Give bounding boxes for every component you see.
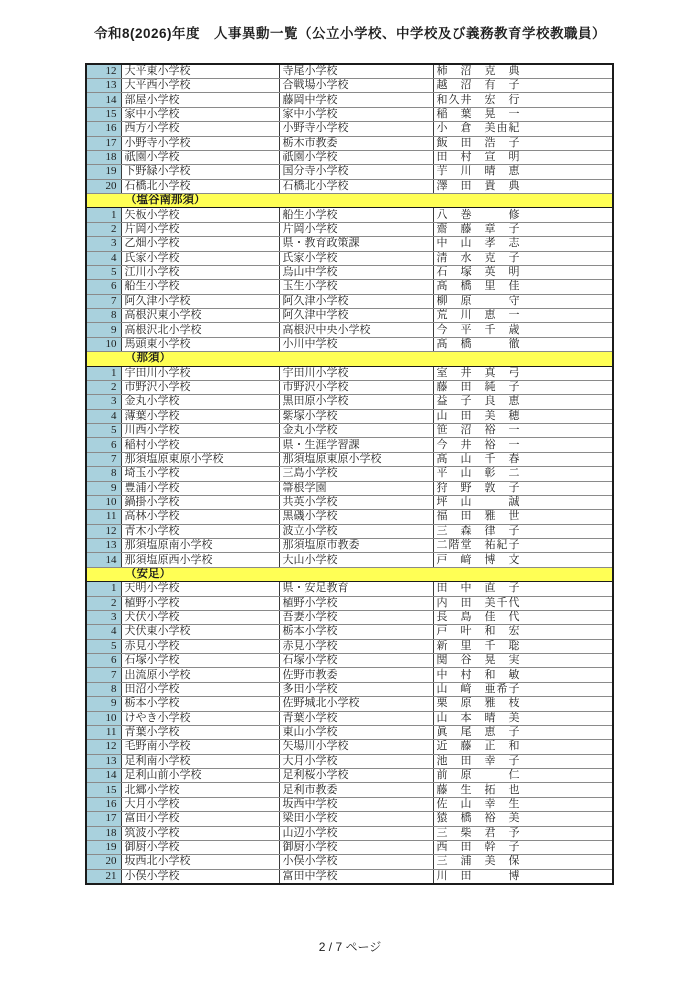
teacher-name-cell: 川 田 博 [433,869,613,884]
teacher-name-cell: 八 巻 修 [433,208,613,222]
to-school-cell: 那須塩原東原小学校 [279,452,433,466]
row-number-cell: 9 [86,697,121,711]
teacher-name-cell: 稲 葉 晃 一 [433,107,613,121]
table-row [86,553,613,567]
table-row [86,294,613,308]
from-school-cell: 那須塩原東原小学校 [121,452,279,466]
to-school-cell: 金丸小学校 [279,424,433,438]
from-school-cell: 那須塩原南小学校 [121,539,279,553]
to-school-cell: 高根沢中央小学校 [279,323,433,337]
table-row [86,380,613,394]
from-school-cell: 富田小学校 [121,812,279,826]
teacher-name-cell: 新 里 千 聡 [433,639,613,653]
to-school-cell: 阿久津中学校 [279,309,433,323]
table-row [86,725,613,739]
table-row [86,237,613,251]
teacher-name-cell: 猿 橋 裕 美 [433,812,613,826]
teacher-name-cell: 眞 尾 恵 子 [433,725,613,739]
table-row [86,150,613,164]
to-school-cell: 佐野市教委 [279,668,433,682]
row-number-cell: 5 [86,639,121,653]
from-school-cell: 豊浦小学校 [121,481,279,495]
table-row [86,840,613,854]
row-number-cell: 9 [86,481,121,495]
teacher-name-cell: 和久井 宏 行 [433,93,613,107]
teacher-name-cell: 長 島 佳 代 [433,610,613,624]
row-number-cell: 17 [86,136,121,150]
from-school-cell: 埼玉小学校 [121,467,279,481]
to-school-cell: 那須塩原市教委 [279,539,433,553]
row-number-cell: 14 [86,553,121,567]
row-number-cell: 8 [86,682,121,696]
to-school-cell: 県・生涯学習課 [279,438,433,452]
table-row [86,309,613,323]
table-row [86,797,613,811]
row-number-cell: 21 [86,869,121,884]
teacher-name-cell: 越 沼 有 子 [433,79,613,93]
teacher-name-cell: 笹 沼 裕 一 [433,424,613,438]
to-school-cell: 山辺小学校 [279,826,433,840]
from-school-cell: 石橋北小学校 [121,179,279,193]
to-school-cell: 国分寺小学校 [279,165,433,179]
teacher-name-cell: 福 田 雅 世 [433,510,613,524]
table-row [86,668,613,682]
table-row [86,826,613,840]
table-row [86,855,613,869]
table-row [86,711,613,725]
teacher-name-cell: 関 谷 晃 実 [433,654,613,668]
to-school-cell: 寺尾小学校 [279,64,433,79]
to-school-cell: 藤岡中学校 [279,93,433,107]
teacher-name-cell: 西 田 幹 子 [433,840,613,854]
from-school-cell: 那須塩原西小学校 [121,553,279,567]
teacher-name-cell: 前 原 仁 [433,769,613,783]
row-number-cell: 1 [86,366,121,380]
teacher-name-cell: 佐 山 幸 生 [433,797,613,811]
table-row [86,208,613,222]
teacher-name-cell: 中 山 孝 志 [433,237,613,251]
row-number-cell: 13 [86,539,121,553]
to-school-cell: 富田中学校 [279,869,433,884]
table-row [86,93,613,107]
to-school-cell: 小野寺小学校 [279,122,433,136]
row-number-cell: 14 [86,769,121,783]
teacher-name-cell: 田 中 直 子 [433,582,613,596]
teacher-name-cell: 室 井 真 弓 [433,366,613,380]
table-row [86,754,613,768]
teacher-name-cell: 髙 山 千 春 [433,452,613,466]
row-number-cell: 6 [86,438,121,452]
table-row [86,323,613,337]
to-school-cell: 栃木市教委 [279,136,433,150]
from-school-cell: 祇園小学校 [121,150,279,164]
to-school-cell: 足利市教委 [279,783,433,797]
teacher-name-cell: 平 山 彰 二 [433,467,613,481]
row-number-cell: 16 [86,122,121,136]
to-school-cell: 東山小学校 [279,725,433,739]
to-school-cell: 氏家小学校 [279,251,433,265]
teacher-name-cell: 小 倉 美由紀 [433,122,613,136]
table-row [86,783,613,797]
row-number-cell: 12 [86,740,121,754]
from-school-cell: 足利山前小学校 [121,769,279,783]
table-row [86,639,613,653]
table-row [86,251,613,265]
row-number-cell: 7 [86,452,121,466]
teacher-name-cell: 清 水 克 子 [433,251,613,265]
to-school-cell: 石塚小学校 [279,654,433,668]
from-school-cell: 家中小学校 [121,107,279,121]
section-header-row [86,567,613,581]
from-school-cell: 薄葉小学校 [121,409,279,423]
row-number-cell: 18 [86,826,121,840]
from-school-cell: 馬頭東小学校 [121,337,279,351]
to-school-cell: 県・教育政策課 [279,237,433,251]
from-school-cell: 小野寺小学校 [121,136,279,150]
row-number-cell: 7 [86,294,121,308]
row-number-cell: 14 [86,93,121,107]
teacher-name-cell: 田 村 宣 明 [433,150,613,164]
to-school-cell: 共英小学校 [279,495,433,509]
row-number-cell: 20 [86,179,121,193]
from-school-cell: 青葉小学校 [121,725,279,739]
teacher-name-cell: 中 村 和 敏 [433,668,613,682]
table-row [86,467,613,481]
row-number-cell: 3 [86,395,121,409]
from-school-cell: 大平西小学校 [121,79,279,93]
teacher-name-cell: 柳 原 守 [433,294,613,308]
to-school-cell: 梁田小学校 [279,812,433,826]
section-header-row [86,352,613,366]
teacher-name-cell: 山 本 晴 美 [433,711,613,725]
table-row [86,524,613,538]
table-row [86,697,613,711]
teacher-name-cell: 齋 藤 章 子 [433,222,613,236]
teacher-name-cell: 内 田 美千代 [433,596,613,610]
page-title: 令和8(2026)年度 人事異動一覧（公立小学校、中学校及び義務教育学校教職員） [93,26,607,41]
to-school-cell: 小川中学校 [279,337,433,351]
to-school-cell: 烏山中学校 [279,265,433,279]
table-row [86,582,613,596]
from-school-cell: 下野緑小学校 [121,165,279,179]
teacher-name-cell: 三 柴 君 予 [433,826,613,840]
teacher-name-cell: 池 田 幸 子 [433,754,613,768]
teacher-name-cell: 髙 橋 徹 [433,337,613,351]
to-school-cell: 矢場川小学校 [279,740,433,754]
to-school-cell: 多田小学校 [279,682,433,696]
teacher-name-cell: 髙 橋 里 佳 [433,280,613,294]
to-school-cell: 佐野城北小学校 [279,697,433,711]
to-school-cell: 吾妻小学校 [279,610,433,624]
to-school-cell: 大月小学校 [279,754,433,768]
teacher-name-cell: 二階堂 祐紀子 [433,539,613,553]
from-school-cell: 西方小学校 [121,122,279,136]
to-school-cell: 赤見小学校 [279,639,433,653]
from-school-cell: 毛野南小学校 [121,740,279,754]
teacher-name-cell: 今 井 裕 一 [433,438,613,452]
table-row [86,452,613,466]
table-row [86,107,613,121]
table-row [86,79,613,93]
table-row [86,610,613,624]
transfer-table [85,63,614,885]
table-row [86,481,613,495]
row-number-cell: 10 [86,495,121,509]
row-number-cell: 11 [86,725,121,739]
from-school-cell: 青木小学校 [121,524,279,538]
row-number-cell: 8 [86,309,121,323]
from-school-cell: 筑波小学校 [121,826,279,840]
from-school-cell: 大月小学校 [121,797,279,811]
teacher-name-cell: 飯 田 浩 子 [433,136,613,150]
to-school-cell: 御厨小学校 [279,840,433,854]
table-row [86,654,613,668]
teacher-name-cell: 藤 生 拓 也 [433,783,613,797]
transfer-table-body [86,64,613,884]
row-number-cell: 8 [86,467,121,481]
row-number-cell: 1 [86,208,121,222]
to-school-cell: 黒田原小学校 [279,395,433,409]
teacher-name-cell: 荒 川 恵 一 [433,309,613,323]
table-row [86,395,613,409]
teacher-name-cell: 近 藤 正 和 [433,740,613,754]
from-school-cell: けやき小学校 [121,711,279,725]
from-school-cell: 出流原小学校 [121,668,279,682]
row-number-cell: 19 [86,840,121,854]
table-row [86,596,613,610]
table-row [86,222,613,236]
to-school-cell: 船生小学校 [279,208,433,222]
row-number-cell: 9 [86,323,121,337]
to-school-cell: 県・安足教育 [279,582,433,596]
from-school-cell: 植野小学校 [121,596,279,610]
table-row [86,682,613,696]
row-number-cell: 6 [86,280,121,294]
row-number-cell: 4 [86,251,121,265]
from-school-cell: 氏家小学校 [121,251,279,265]
row-number-cell: 18 [86,150,121,164]
row-number-cell: 2 [86,222,121,236]
table-row [86,510,613,524]
row-number-cell: 10 [86,337,121,351]
row-number-cell: 1 [86,582,121,596]
teacher-name-cell: 藤 田 純 子 [433,380,613,394]
to-school-cell: 箒根学園 [279,481,433,495]
from-school-cell: 市野沢小学校 [121,380,279,394]
table-row [86,740,613,754]
table-row [86,366,613,380]
row-number-cell: 3 [86,237,121,251]
teacher-name-cell: 三 森 律 子 [433,524,613,538]
to-school-cell: 坂西中学校 [279,797,433,811]
to-school-cell: 黒磯小学校 [279,510,433,524]
teacher-name-cell: 戸 叶 和 宏 [433,625,613,639]
table-row [86,438,613,452]
from-school-cell: 乙畑小学校 [121,237,279,251]
table-row [86,265,613,279]
row-number-cell: 5 [86,424,121,438]
teacher-name-cell: 益 子 良 恵 [433,395,613,409]
teacher-name-cell: 石 塚 英 明 [433,265,613,279]
teacher-name-cell: 栗 原 雅 枝 [433,697,613,711]
row-number-cell: 10 [86,711,121,725]
to-school-cell: 青葉小学校 [279,711,433,725]
teacher-name-cell: 三 浦 美 保 [433,855,613,869]
teacher-name-cell: 戸 﨑 博 文 [433,553,613,567]
row-number-cell: 5 [86,265,121,279]
teacher-name-cell: 狩 野 敦 子 [433,481,613,495]
row-number-cell: 15 [86,783,121,797]
table-row [86,812,613,826]
from-school-cell: 坂西北小学校 [121,855,279,869]
section-header-label: （那須） [86,352,613,366]
to-school-cell: 石橋北小学校 [279,179,433,193]
table-row [86,280,613,294]
row-number-cell: 2 [86,596,121,610]
from-school-cell: 御厨小学校 [121,840,279,854]
from-school-cell: 高根沢東小学校 [121,309,279,323]
from-school-cell: 犬伏東小学校 [121,625,279,639]
to-school-cell: 阿久津小学校 [279,294,433,308]
to-school-cell: 合戦場小学校 [279,79,433,93]
row-number-cell: 4 [86,409,121,423]
row-number-cell: 13 [86,754,121,768]
section-header-row [86,194,613,208]
table-row [86,165,613,179]
row-number-cell: 12 [86,524,121,538]
to-school-cell: 玉生小学校 [279,280,433,294]
teacher-name-cell: 坪 山 誠 [433,495,613,509]
table-row [86,424,613,438]
to-school-cell: 小俣小学校 [279,855,433,869]
row-number-cell: 12 [86,64,121,79]
to-school-cell: 波立小学校 [279,524,433,538]
row-number-cell: 20 [86,855,121,869]
from-school-cell: 犬伏小学校 [121,610,279,624]
teacher-name-cell: 澤 田 貴 典 [433,179,613,193]
from-school-cell: 川西小学校 [121,424,279,438]
row-number-cell: 17 [86,812,121,826]
row-number-cell: 11 [86,510,121,524]
row-number-cell: 6 [86,654,121,668]
to-school-cell: 栃本小学校 [279,625,433,639]
from-school-cell: 江川小学校 [121,265,279,279]
teacher-name-cell: 柿 沼 克 典 [433,64,613,79]
table-row [86,136,613,150]
to-school-cell: 足利桜小学校 [279,769,433,783]
from-school-cell: 矢板小学校 [121,208,279,222]
table-row [86,539,613,553]
section-header-label: （塩谷南那須） [86,194,613,208]
teacher-name-cell: 山 田 美 穂 [433,409,613,423]
from-school-cell: 片岡小学校 [121,222,279,236]
table-row [86,337,613,351]
to-school-cell: 三島小学校 [279,467,433,481]
table-row [86,179,613,193]
from-school-cell: 宇田川小学校 [121,366,279,380]
to-school-cell: 祇園小学校 [279,150,433,164]
from-school-cell: 赤見小学校 [121,639,279,653]
page-number: 2 / 7 ページ [318,940,382,954]
from-school-cell: 金丸小学校 [121,395,279,409]
table-row [86,64,613,79]
to-school-cell: 市野沢小学校 [279,380,433,394]
from-school-cell: 阿久津小学校 [121,294,279,308]
teacher-name-cell: 山 﨑 亜希子 [433,682,613,696]
from-school-cell: 高根沢北小学校 [121,323,279,337]
teacher-name-cell: 芋 川 晴 恵 [433,165,613,179]
from-school-cell: 船生小学校 [121,280,279,294]
from-school-cell: 天明小学校 [121,582,279,596]
row-number-cell: 4 [86,625,121,639]
from-school-cell: 栃本小学校 [121,697,279,711]
from-school-cell: 石塚小学校 [121,654,279,668]
to-school-cell: 大山小学校 [279,553,433,567]
to-school-cell: 植野小学校 [279,596,433,610]
from-school-cell: 足利南小学校 [121,754,279,768]
from-school-cell: 部屋小学校 [121,93,279,107]
from-school-cell: 小俣小学校 [121,869,279,884]
table-row [86,625,613,639]
to-school-cell: 宇田川小学校 [279,366,433,380]
from-school-cell: 高林小学校 [121,510,279,524]
table-row [86,869,613,884]
section-header-label: （安足） [86,567,613,581]
row-number-cell: 16 [86,797,121,811]
row-number-cell: 19 [86,165,121,179]
to-school-cell: 家中小学校 [279,107,433,121]
row-number-cell: 2 [86,380,121,394]
teacher-name-cell: 今 平 千 歳 [433,323,613,337]
table-row [86,495,613,509]
row-number-cell: 7 [86,668,121,682]
table-row [86,409,613,423]
row-number-cell: 15 [86,107,121,121]
table-row [86,769,613,783]
row-number-cell: 3 [86,610,121,624]
from-school-cell: 北郷小学校 [121,783,279,797]
from-school-cell: 鍋掛小学校 [121,495,279,509]
row-number-cell: 13 [86,79,121,93]
from-school-cell: 田沼小学校 [121,682,279,696]
from-school-cell: 稲村小学校 [121,438,279,452]
from-school-cell: 大平東小学校 [121,64,279,79]
table-row [86,122,613,136]
to-school-cell: 紫塚小学校 [279,409,433,423]
to-school-cell: 片岡小学校 [279,222,433,236]
